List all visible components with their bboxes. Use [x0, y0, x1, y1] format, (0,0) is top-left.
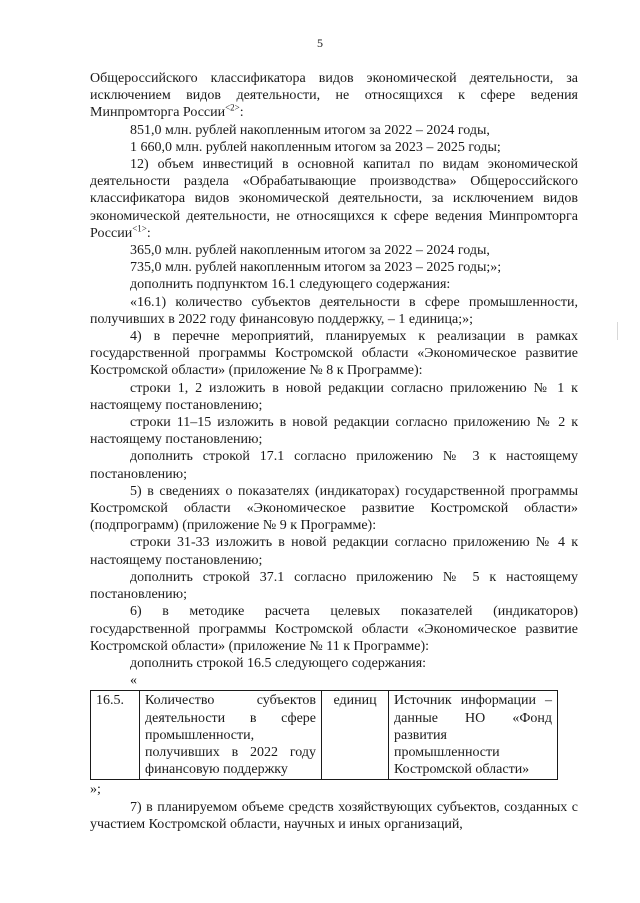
paragraph: строки 31-33 изложить в новой редакции согласно приложению № 4 к настоящему постановлению;: [90, 535, 578, 568]
cell-source: Источник информации – данные НО «Фонд развития промышленности Костромской области»: [389, 691, 558, 780]
paragraph: [90, 70, 578, 122]
paragraph-punct: :: [146, 225, 151, 241]
scan-artifact: [617, 322, 618, 340]
paragraph: 6) в методике расчета целевых показателей (индикаторов) государственной программы Костромской области «Экономическое развитие Костромской области» (приложение № 11 к Программе):: [90, 604, 578, 654]
quote-close-mark: »;: [90, 782, 101, 798]
paragraph: дополнить подпунктом 16.1 следующего содержания:: [130, 277, 451, 293]
paragraph: [90, 156, 578, 242]
paragraph: 1 660,0 млн. рублей накопленным итогом за 2023 – 2025 годы;: [130, 139, 501, 155]
paragraph: 365,0 млн. рублей накопленным итогом за 2022 – 2024 годы,: [130, 243, 490, 259]
paragraph: строки 11–15 изложить в новой редакции согласно приложению № 2 к настоящему постановлению;: [90, 415, 578, 448]
paragraph: дополнить строкой 16.5 следующего содержания:: [130, 655, 427, 671]
paragraph: 4) в перечне мероприятий, планируемых к реализации в рамках государственной программы Костромской области «Экономическое развитие Костромской области» (приложение № 8 к Программе):: [90, 329, 578, 379]
paragraph: дополнить строкой 37.1 согласно приложению № 5 к настоящему постановлению;: [90, 569, 578, 603]
paragraph: 7) в планируемом объеме средств хозяйствующих субъектов, созданных с участием Костромской области, научных и иных организаций,: [90, 799, 578, 832]
paragraph: 735,0 млн. рублей накопленным итогом за 2023 – 2025 годы;»;: [130, 260, 502, 276]
inserted-row-table: [90, 690, 558, 780]
paragraph: 5) в сведениях о показателях (индикаторах) государственной программы Костромской области «Экономическое развитие Костромской области» (подпрограмм) (приложение № 9 к Программе):: [90, 483, 578, 534]
cell-indicator-name: Количество субъектов деятельности в сфере промышленности, получивших в 2022 году финансовую поддержку: [140, 691, 322, 780]
table-row: [91, 691, 558, 780]
footnote-ref: <1>: [132, 223, 147, 234]
paragraph: «16.1) количество субъектов деятельности в сфере промышленности, получивших в 2022 году финансовую поддержку, – 1 единица;»;: [90, 294, 578, 327]
quote-open-mark: «: [130, 673, 137, 689]
paragraph: дополнить строкой 17.1 согласно приложению № 3 к настоящему постановлению;: [90, 449, 578, 482]
paragraph: 851,0 млн. рублей накопленным итогом за 2022 – 2024 годы,: [130, 122, 490, 138]
document-body: [90, 70, 578, 833]
paragraph-text: 12) объем инвестиций в основной капитал по видам экономической деятельности раздела «Обрабатывающие производства» Общероссийского классификатора видов экономической деятельности, за исключением видов экономической деятельности, не относящихся к сфере ведения Минпромторга России: [90, 157, 578, 241]
cell-unit: единиц: [322, 691, 389, 780]
page-number: 5: [317, 36, 323, 50]
cell-row-number: 16.5.: [91, 691, 140, 780]
paragraph-punct: :: [239, 105, 244, 121]
footnote-ref: <2>: [225, 102, 240, 113]
paragraph-text: Общероссийского классификатора видов экономической деятельности, за исключением видов деятельности, не относящихся к сфере ведения Минпромторга России: [90, 71, 578, 121]
paragraph: строки 1, 2 изложить в новой редакции согласно приложению № 1 к настоящему постановлению;: [90, 380, 578, 413]
